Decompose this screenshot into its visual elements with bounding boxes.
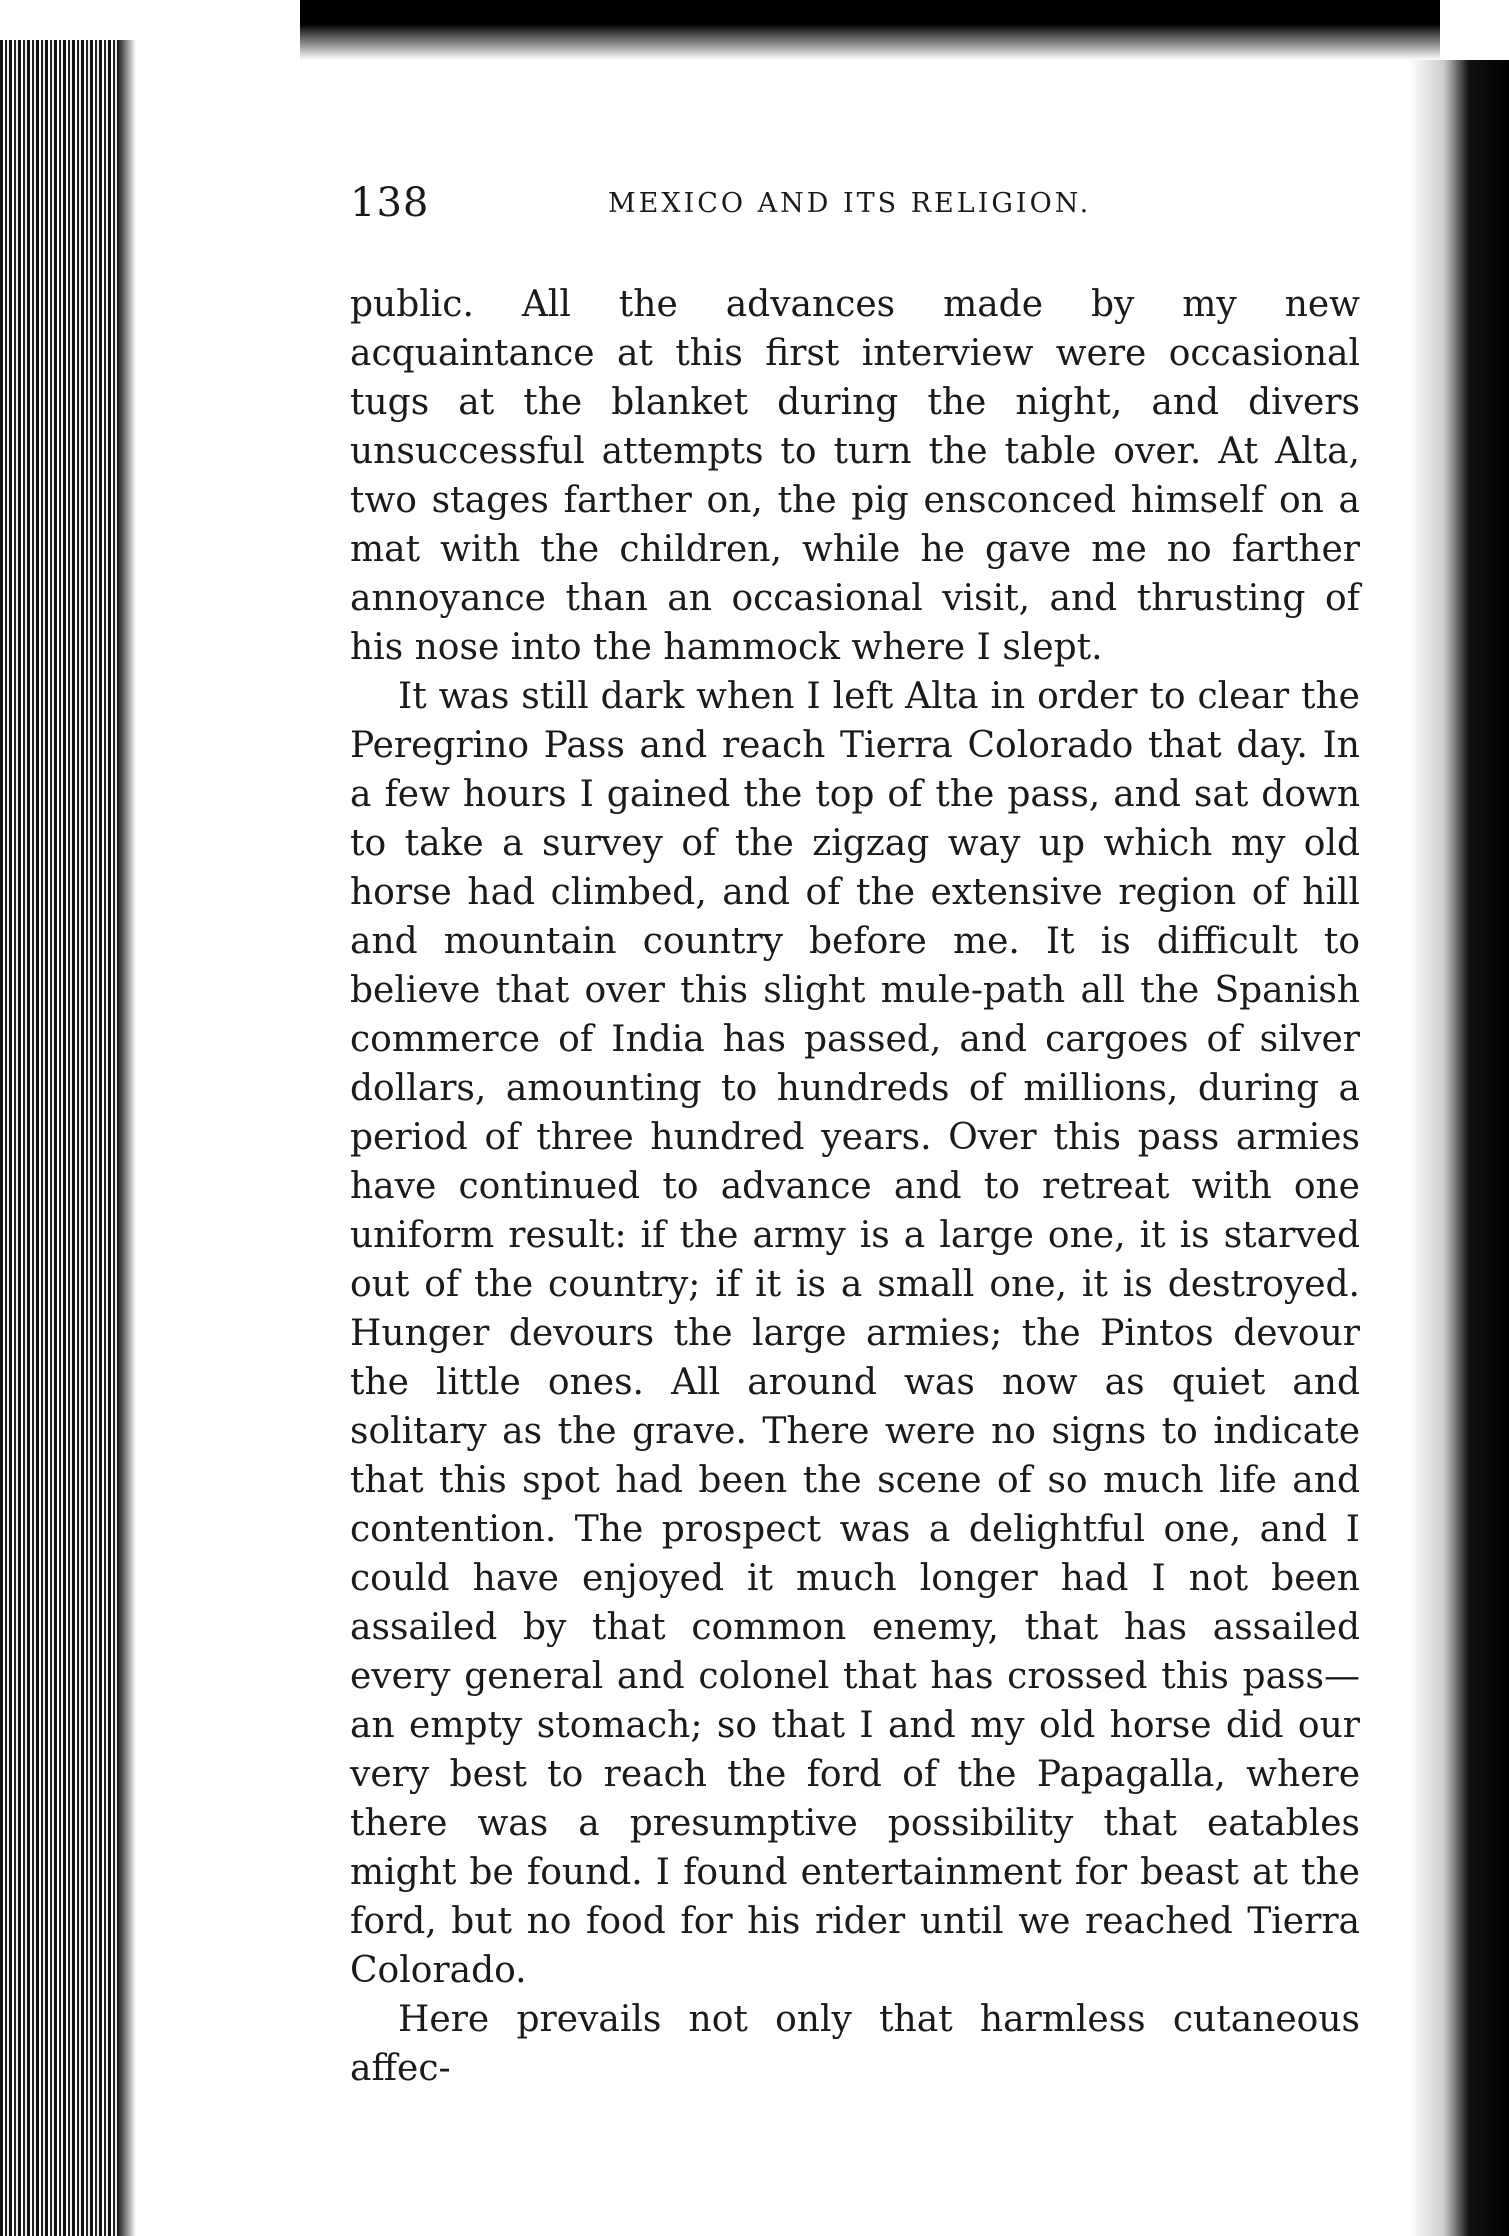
book-page [350,180,1360,2093]
running-head [350,180,1360,240]
book-binding-gutter [0,40,128,2236]
page-number: 138 [350,180,430,226]
paragraph-2: It was still dark when I left Alta in order to clear the Peregrino Pass and reach Tierra Colorado that day. In a few hours I gained the top of the pass, and sat down to take a survey of the zigzag way up which my old horse had climbed, and of the extensive region of hill and mountain country before me. It is difficult to believe that over this slight mule-path all the Spanish commerce of India has passed, and cargoes of silver dollars, amounting to hundreds of millions, during a period of three hundred years. Over this pass armies have continued to advance and to retreat with one uniform result: if the army is a large one, it is starved out of the country; if it is a small one, it is destroyed. Hunger devours the large armies; the Pintos devour the little ones. All around was now as quiet and solitary as the grave. There were no signs to indicate that this spot had been the scene of so much life and contention. The prospect was a delightful one, and I could have enjoyed it much longer had I not been assailed by that common enemy, that has assailed every general and colonel that has crossed this pass—an empty stomach; so that I and my old horse did our very best to reach the ford of the Papagalla, where there was a presumptive possibility that eatables might be found. I found entertainment for beast at the ford, but no food for his rider until we reached Tierra Colorado. [350,676,1360,1991]
page-top-edge [300,0,1440,60]
paragraph-1: public. All the advances made by my new acquaintance at this first interview were occasional tugs at the blanket during the night, and divers unsuccessful attempts to turn the table over. At Alta, two stages farther on, the pig ensconced himself on a mat with the children, while he gave me no farther annoyance than an occasional visit, and thrusting of his nose into the hammock where I slept. [350,284,1360,668]
running-head-title: MEXICO AND ITS RELIGION. [608,188,1092,219]
paragraph-3: Here prevails not only that harmless cutaneous affec- [350,1999,1360,2089]
page-right-edge-shadow [1409,60,1509,2236]
gutter-shadow [118,40,136,2236]
body-text [350,280,1360,2093]
